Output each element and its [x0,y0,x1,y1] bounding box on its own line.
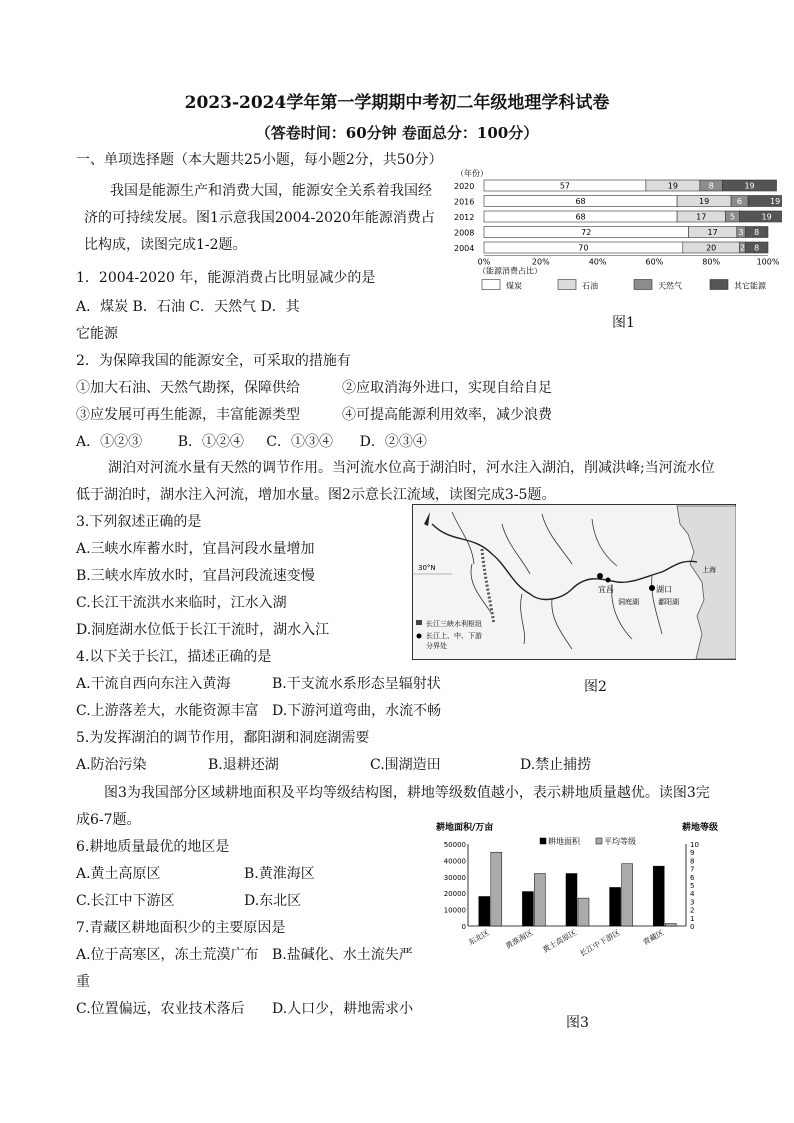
fig1-data-label: 3 [738,228,744,237]
q5-a: A.防治污染 [76,757,147,773]
fig1-year-label: 2020 [454,182,475,191]
fig3-left-tick: 40000 [443,857,466,866]
q5-stem: 5.为发挥湖泊的调节作用，鄱阳湖和洞庭湖需要 [76,730,370,746]
fig3-legend-label: 耕地面积 [548,837,580,846]
intro2-line1: 湖泊对河流水量有天然的调节作用。当河流水位高于湖泊时，河水注入湖泊，削减洪峰;当河流水位 [108,460,715,476]
fig1-data-label: 8 [754,228,760,237]
fig1-ylabel: （年份） [456,169,488,178]
fig3-category-label: 长江中下游区 [578,927,622,959]
q7-stem: 7.青藏区耕地面积少的主要原因是 [76,920,286,936]
fig1-data-label: 72 [581,228,592,237]
q2-stem: 2．为保障我国的能源安全，可采取的措施有 [76,353,351,369]
intro2-line2: 低于湖泊时，湖水注入河流，增加水量。图2示意长江流域，读图完成3-5题。 [76,487,556,503]
q7-b: B.盐碱化、水土流失严 [272,947,413,963]
q1-options-wrap: 它能源 [76,326,118,342]
fig3-legend-swatch [540,838,546,844]
q4-a: A.干流自西向东注入黄海 [76,676,231,692]
q2-s3: ③应发展可再生能源，丰富能源类型 [76,407,300,423]
map-legend-div2: 分界处 [426,642,447,650]
fig1-caption: 图1 [612,315,635,331]
fig3-right-tick: 8 [690,857,695,866]
fig1-legend-label: 煤炭 [506,281,522,291]
q7-a: A.位于高寒区，冻土荒漠广布 [76,947,259,963]
fig3-left-tick: 0 [461,923,466,931]
map-legend-dam: 长江三峡水利枢纽 [426,620,482,628]
fig1-tick-label: 40% [588,257,607,267]
intro3-line2: 成6-7题。 [76,812,141,828]
fig1-data-label: 17 [707,228,718,237]
fig3-left-tick: 20000 [443,890,466,899]
fig3-right-tick: 4 [690,890,695,899]
fig3-bar [566,874,577,926]
fig3-right-title: 耕地等级 [682,823,719,833]
q6-a: A.黄土高原区 [76,866,161,882]
fig1-data-label: 70 [578,243,589,253]
fig3-category-label: 青藏区 [641,927,666,947]
q4-c: C.上游落差大，水能资源丰富 [76,703,259,719]
fig1-year-label: 2012 [454,213,475,222]
fig1-legend-label: 其它能源 [734,281,766,291]
q5-b: B.退耕还湖 [208,757,279,773]
fig1-year-label: 2016 [454,197,475,207]
fig3-left-title: 耕地面积/万亩 [436,823,494,833]
q4-stem: 4.以下关于长江，描述正确的是 [76,649,272,665]
exam-subtitle: （答卷时间：60分钟 卷面总分：100分） [255,124,539,142]
section-heading: 一、单项选择题（本大题共25小题，每小题2分，共50分） [76,152,443,168]
map-shanghai-label: 上海 [702,566,716,574]
fig1-legend [482,280,767,291]
fig3-left-tick: 30000 [443,873,466,882]
fig3-right-tick: 6 [690,873,695,882]
fig3-bar [479,896,490,926]
fig1-data-label: 68 [575,197,586,206]
fig1-data-label: 17 [696,212,707,222]
fig3-caption: 图3 [566,1015,589,1031]
map-dongting-label: 洞庭湖 [618,598,639,606]
fig1-tick-label: 20% [531,257,550,267]
fig1-legend-swatch [482,280,500,290]
fig1-data-label: 2 [739,243,745,253]
fig3-left-tick: 50000 [443,841,466,849]
q2-s4: ④可提高能源利用效率，减少浪费 [342,407,552,423]
map-poyang-label: 鄱阳湖 [658,598,679,606]
fig1-data-label: 20 [706,243,717,253]
fig3-right-tick: 9 [690,849,695,858]
q3-stem: 3.下列叙述正确的是 [76,514,202,530]
q7-b-wrap: 重 [76,974,90,990]
fig3-legend-label: 平均等级 [604,837,636,846]
fig3-legend-swatch [596,838,602,844]
fig1-tick-label: 80% [702,257,721,267]
fig3-right-tick: 10 [690,841,699,849]
fig1-bars [454,180,782,253]
farmland-chart [432,818,732,970]
fig3-left-tick: 10000 [443,906,466,915]
q6-d: D.东北区 [244,893,302,909]
fig3-right-tick: 0 [690,923,695,931]
q6-c: C.长江中下游区 [76,893,175,909]
fig1-data-label: 19 [744,181,755,191]
fig1-data-label: 19 [761,212,772,222]
fig1-legend-swatch [558,280,576,290]
exam-title: 2023-2024学年第一学期期中考初二年级地理学科试卷 [184,93,610,113]
fig3-bar [622,864,633,926]
fig3-plot [444,836,699,958]
fig1-tick-label: 0% [477,257,491,267]
q3-c: C.长江干流洪水来临时，江水入湖 [76,595,287,611]
q4-b: B.干支流水系形态呈辐射状 [272,676,441,692]
fig1-axis [478,256,780,276]
intro1-line2: 济的可持续发展。图1示意我国2004-2020年能源消费占 [84,210,435,226]
fig1-legend-label: 天然气 [658,281,682,291]
fig3-bar [653,866,664,926]
fig3-right-tick: 5 [690,882,695,890]
fig1-data-label: 57 [559,181,571,191]
q7-d: D.人口少，耕地需求小 [272,1001,414,1017]
q2-s1: ①加大石油、天然气勘探，保障供给 [76,380,300,396]
fig1-legend-label: 石油 [582,281,598,291]
fig1-data-label: 8 [754,243,760,253]
fig3-category-label: 黄淮海区 [503,927,535,951]
fig3-bar [665,924,676,926]
fig1-data-label: 8 [708,181,714,191]
fig3-bar [578,898,589,926]
intro1-line1: 我国是能源生产和消费大国，能源安全关系着我国经 [110,183,432,199]
fig1-legend-swatch [634,280,652,290]
q1-stem: 1．2004-2020 年，能源消费占比明显减少的是 [76,270,376,286]
q5-d: D.禁止捕捞 [520,757,592,773]
q5-c: C.围湖造田 [370,757,441,773]
q3-a: A.三峡水库蓄水时，宜昌河段水量增加 [76,541,315,557]
fig3-right-tick: 7 [690,865,695,874]
map-legend-div1: 长江上、中、下游 [426,632,482,640]
map-yichang-label: 宜昌 [598,585,614,594]
fig3-bar [522,892,533,926]
q7-c: C.位置偏远，农业技术落后 [76,1001,245,1017]
fig3-right-tick: 3 [690,898,695,907]
fig1-data-label: 6 [737,197,743,206]
yangtze-map [412,504,736,660]
fig3-right-tick: 1 [690,914,695,923]
intro1-line3: 比构成，读图完成1-2题。 [84,237,247,253]
map-lat-label: 30°N [418,564,436,572]
q6-b: B.黄淮海区 [244,866,315,882]
fig1-year-label: 2008 [454,228,475,238]
fig3-category-label: 黄土高原区 [541,927,578,955]
q3-b: B.三峡水库放水时，宜昌河段流速变慢 [76,568,315,584]
q2-s2: ②应取消海外进口，实现自给自足 [342,380,552,396]
fig1-year-label: 2004 [454,244,475,253]
q1-options: A．煤炭 B．石油 C．天然气 D．其 [76,299,300,315]
fig3-bar [534,874,545,926]
fig3-category-label: 东北区 [466,927,491,947]
fig1-tick-label: 100% [756,257,780,267]
q6-stem: 6.耕地质量最优的地区是 [76,839,230,855]
fig1-data-label: 5 [729,212,736,222]
fig3-bar [610,887,621,926]
energy-chart [452,166,782,332]
q2-options: A．①②③ B．①②④ C．①③④ D．②③④ [76,434,427,450]
map-hukou-label: 湖口 [656,585,672,594]
q4-d: D.下游河道弯曲，水流不畅 [272,703,442,719]
fig1-xlabel: （能源消费占比） [478,266,542,276]
fig1-tick-label: 60% [645,257,664,267]
fig3-bar [491,852,502,926]
fig1-data-label: 19 [770,197,781,206]
fig1-legend-swatch [710,280,728,290]
fig2-caption: 图2 [584,679,607,695]
fig3-right-tick: 2 [690,906,695,915]
fig1-data-label: 68 [575,212,586,222]
intro3-line1: 图3为我国部分区域耕地面积及平均等级结构图，耕地等级数值越小，表示耕地质量越优。读图3完 [104,785,710,801]
q3-d: D.洞庭湖水位低于长江干流时，湖水入江 [76,622,330,638]
fig1-data-label: 19 [699,197,710,206]
fig1-data-label: 19 [667,181,678,191]
